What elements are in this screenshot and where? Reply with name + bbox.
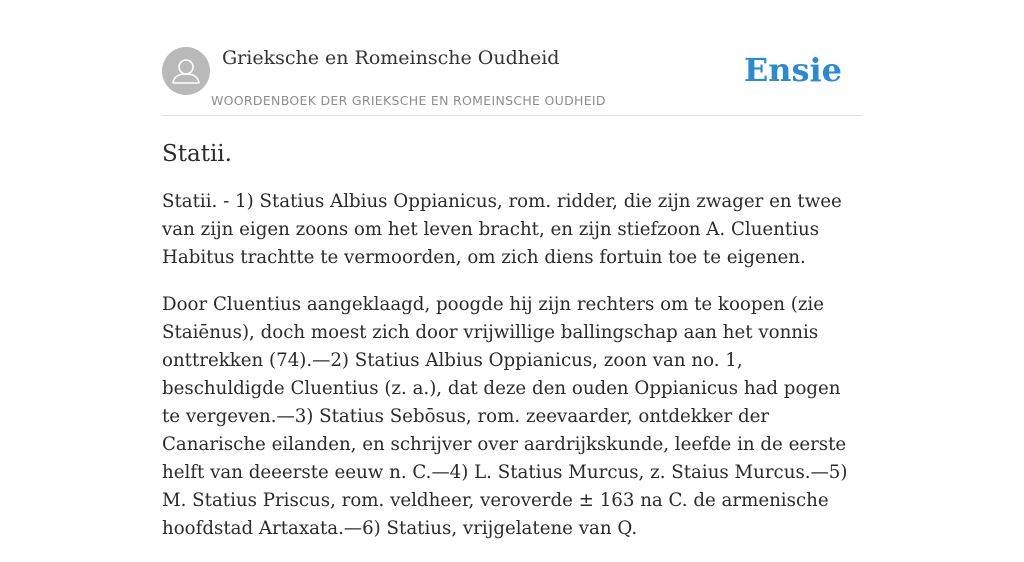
- source-title[interactable]: Grieksche en Romeinsche Oudheid: [222, 47, 560, 69]
- entry-title: Statii.: [162, 141, 232, 167]
- ensie-logo[interactable]: Ensie: [743, 51, 842, 89]
- source-header: [162, 46, 862, 116]
- entry-content: [162, 138, 862, 562]
- user-avatar-icon[interactable]: [162, 47, 210, 95]
- person-outline-icon: [162, 47, 210, 95]
- source-subtitle: WOORDENBOEK DER GRIEKSCHE EN ROMEINSCHE OUDHEID: [211, 93, 606, 108]
- entry-paragraph-1: Statii. - 1) Statius Albius Oppianicus, rom. ridder, die zijn zwager en twee van zijn eigen zoons om het leven bracht, en zijn stiefzoon A. Cluentius Habitus trachtte te vermoorden, om zich diens fortuin toe te eigenen.: [162, 191, 842, 268]
- entry-paragraph-2: Door Cluentius aangeklaagd, poogde hij zijn rechters om te koopen (zie Staiēnus), doch moest zich door vrijwillige ballingschap aan het vonnis onttrekken (74).—2) Statius Albius Oppianicus, zoon van no. 1, beschuldigde Cluentius (z. a.), dat deze den ouden Oppianicus had pogen te vergeven.—3) Statius Sebōsus, rom. zeevaarder, ontdekker der Canarische eilanden, en schrijver over aardrijkskunde, leefde in de eerste helft van deeerste eeuw n. C.—4) L. Statius Murcus, z. Staius Murcus.—5) M. Statius Priscus, rom. veldheer, veroverde ± 163 na C. de armenische hoofdstad Artaxata.—6) Statius, vrijgelatene van Q.: [162, 294, 848, 539]
